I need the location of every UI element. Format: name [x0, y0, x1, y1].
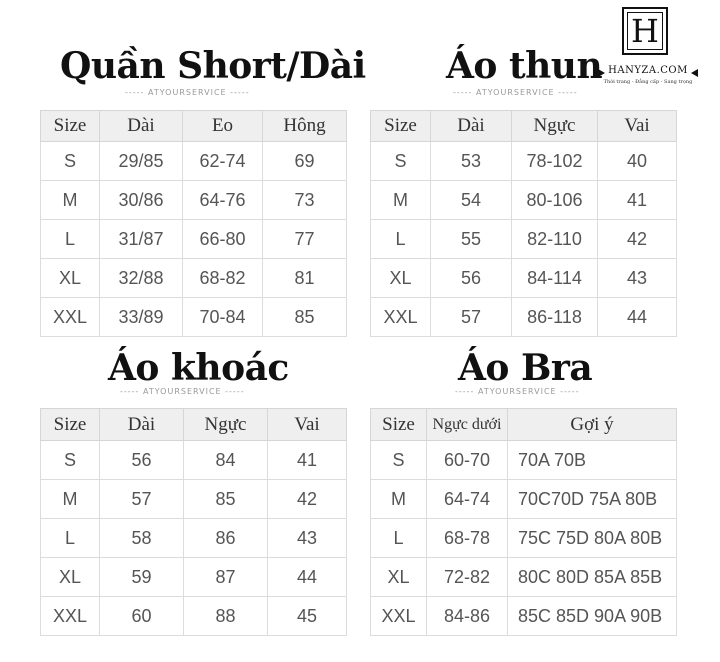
- bra-subtitle: ----- ATYOURSERVICE -----: [455, 387, 580, 396]
- jacket-header-row: [41, 409, 347, 441]
- bra-title: Áo Bra: [458, 347, 593, 389]
- size-cell: M: [41, 181, 100, 220]
- value-cell: 58: [100, 519, 184, 558]
- value-cell: 42: [598, 220, 677, 259]
- logo-tagline: Thời trang - Đẳng cấp - Sang trọng: [603, 79, 693, 85]
- pants-header-row: [41, 111, 347, 142]
- pants-subtitle: ----- ATYOURSERVICE -----: [125, 88, 250, 97]
- jacket-size-table: [40, 408, 347, 636]
- size-cell: M: [41, 480, 100, 519]
- size-cell: L: [371, 220, 431, 259]
- table-row: [371, 480, 677, 519]
- logo-mark: [622, 7, 668, 55]
- value-cell: 40: [598, 142, 677, 181]
- jacket-header-cell: Dài: [100, 409, 184, 441]
- value-cell: 44: [268, 558, 347, 597]
- table-row: [41, 259, 347, 298]
- table-row: [371, 181, 677, 220]
- size-cell: M: [371, 480, 427, 519]
- value-cell: 56: [100, 441, 184, 480]
- tshirt-subtitle: ----- ATYOURSERVICE -----: [453, 88, 578, 97]
- value-cell: 75C 75D 80A 80B: [508, 519, 677, 558]
- value-cell: 57: [100, 480, 184, 519]
- value-cell: 55: [431, 220, 512, 259]
- table-row: [41, 480, 347, 519]
- value-cell: 62-74: [183, 142, 263, 181]
- value-cell: 81: [263, 259, 347, 298]
- tshirt-header-cell: Size: [371, 111, 431, 142]
- value-cell: 54: [431, 181, 512, 220]
- pants-header-cell: Dài: [100, 111, 183, 142]
- jacket-header-cell: Ngực: [184, 409, 268, 441]
- bra-header-cell: Size: [371, 409, 427, 441]
- table-row: [371, 441, 677, 480]
- value-cell: 44: [598, 298, 677, 337]
- jacket-header-cell: Size: [41, 409, 100, 441]
- value-cell: 64-74: [427, 480, 508, 519]
- size-cell: S: [371, 142, 431, 181]
- pants-header-cell: Hông: [263, 111, 347, 142]
- value-cell: 29/85: [100, 142, 183, 181]
- tshirt-header-cell: Vai: [598, 111, 677, 142]
- value-cell: 60-70: [427, 441, 508, 480]
- table-row: [41, 558, 347, 597]
- jacket-header-cell: Vai: [268, 409, 347, 441]
- size-cell: L: [41, 220, 100, 259]
- size-cell: XXL: [371, 597, 427, 636]
- table-row: [41, 142, 347, 181]
- size-cell: XXL: [371, 298, 431, 337]
- value-cell: 32/88: [100, 259, 183, 298]
- size-cell: XXL: [41, 298, 100, 337]
- size-cell: XL: [41, 259, 100, 298]
- value-cell: 60: [100, 597, 184, 636]
- table-row: [41, 597, 347, 636]
- value-cell: 87: [184, 558, 268, 597]
- size-cell: S: [371, 441, 427, 480]
- jacket-title: Áo khoác: [108, 347, 289, 389]
- value-cell: 69: [263, 142, 347, 181]
- tshirt-title: Áo thun: [446, 45, 603, 87]
- value-cell: 80-106: [512, 181, 598, 220]
- size-cell: S: [41, 142, 100, 181]
- table-row: [371, 259, 677, 298]
- size-cell: L: [41, 519, 100, 558]
- table-row: [371, 142, 677, 181]
- tshirt-header-row: [371, 111, 677, 142]
- table-row: [41, 298, 347, 337]
- size-cell: XL: [41, 558, 100, 597]
- size-cell: M: [371, 181, 431, 220]
- value-cell: 80C 80D 85A 85B: [508, 558, 677, 597]
- value-cell: 66-80: [183, 220, 263, 259]
- value-cell: 43: [598, 259, 677, 298]
- table-row: [41, 519, 347, 558]
- size-cell: XL: [371, 259, 431, 298]
- bra-header-cell: Gợi ý: [508, 409, 677, 441]
- value-cell: 41: [598, 181, 677, 220]
- value-cell: 70A 70B: [508, 441, 677, 480]
- bra-size-table: [370, 408, 677, 636]
- value-cell: 64-76: [183, 181, 263, 220]
- value-cell: 41: [268, 441, 347, 480]
- table-row: [371, 519, 677, 558]
- value-cell: 82-110: [512, 220, 598, 259]
- size-cell: L: [371, 519, 427, 558]
- bra-header-cell: Ngực dưới: [427, 409, 508, 441]
- tshirt-size-table: [370, 110, 677, 337]
- size-cell: XXL: [41, 597, 100, 636]
- pants-title: Quần Short/Dài: [60, 45, 366, 87]
- table-row: [371, 558, 677, 597]
- value-cell: 43: [268, 519, 347, 558]
- value-cell: 86-118: [512, 298, 598, 337]
- value-cell: 72-82: [427, 558, 508, 597]
- table-row: [41, 441, 347, 480]
- value-cell: 84-114: [512, 259, 598, 298]
- value-cell: 30/86: [100, 181, 183, 220]
- pants-size-table: [40, 110, 347, 337]
- value-cell: 56: [431, 259, 512, 298]
- value-cell: 45: [268, 597, 347, 636]
- value-cell: 85: [184, 480, 268, 519]
- tshirt-header-cell: Dài: [431, 111, 512, 142]
- pants-header-cell: Eo: [183, 111, 263, 142]
- value-cell: 84: [184, 441, 268, 480]
- value-cell: 31/87: [100, 220, 183, 259]
- value-cell: 59: [100, 558, 184, 597]
- table-row: [41, 220, 347, 259]
- value-cell: 42: [268, 480, 347, 519]
- value-cell: 73: [263, 181, 347, 220]
- table-row: [371, 220, 677, 259]
- jacket-subtitle: ----- ATYOURSERVICE -----: [120, 387, 245, 396]
- value-cell: 53: [431, 142, 512, 181]
- brand-logo: [596, 7, 700, 92]
- value-cell: 85C 85D 90A 90B: [508, 597, 677, 636]
- logo-arrow-right-icon: [691, 69, 698, 77]
- value-cell: 70C70D 75A 80B: [508, 480, 677, 519]
- table-row: [371, 597, 677, 636]
- pants-header-cell: Size: [41, 111, 100, 142]
- table-row: [41, 181, 347, 220]
- value-cell: 77: [263, 220, 347, 259]
- tshirt-header-cell: Ngực: [512, 111, 598, 142]
- size-cell: XL: [371, 558, 427, 597]
- logo-letter: H: [627, 12, 663, 50]
- table-row: [371, 298, 677, 337]
- bra-header-row: [371, 409, 677, 441]
- value-cell: 70-84: [183, 298, 263, 337]
- value-cell: 68-82: [183, 259, 263, 298]
- value-cell: 78-102: [512, 142, 598, 181]
- value-cell: 88: [184, 597, 268, 636]
- size-cell: S: [41, 441, 100, 480]
- value-cell: 57: [431, 298, 512, 337]
- value-cell: 86: [184, 519, 268, 558]
- value-cell: 68-78: [427, 519, 508, 558]
- value-cell: 33/89: [100, 298, 183, 337]
- value-cell: 85: [263, 298, 347, 337]
- logo-name: HANYZA.COM: [608, 65, 688, 76]
- value-cell: 84-86: [427, 597, 508, 636]
